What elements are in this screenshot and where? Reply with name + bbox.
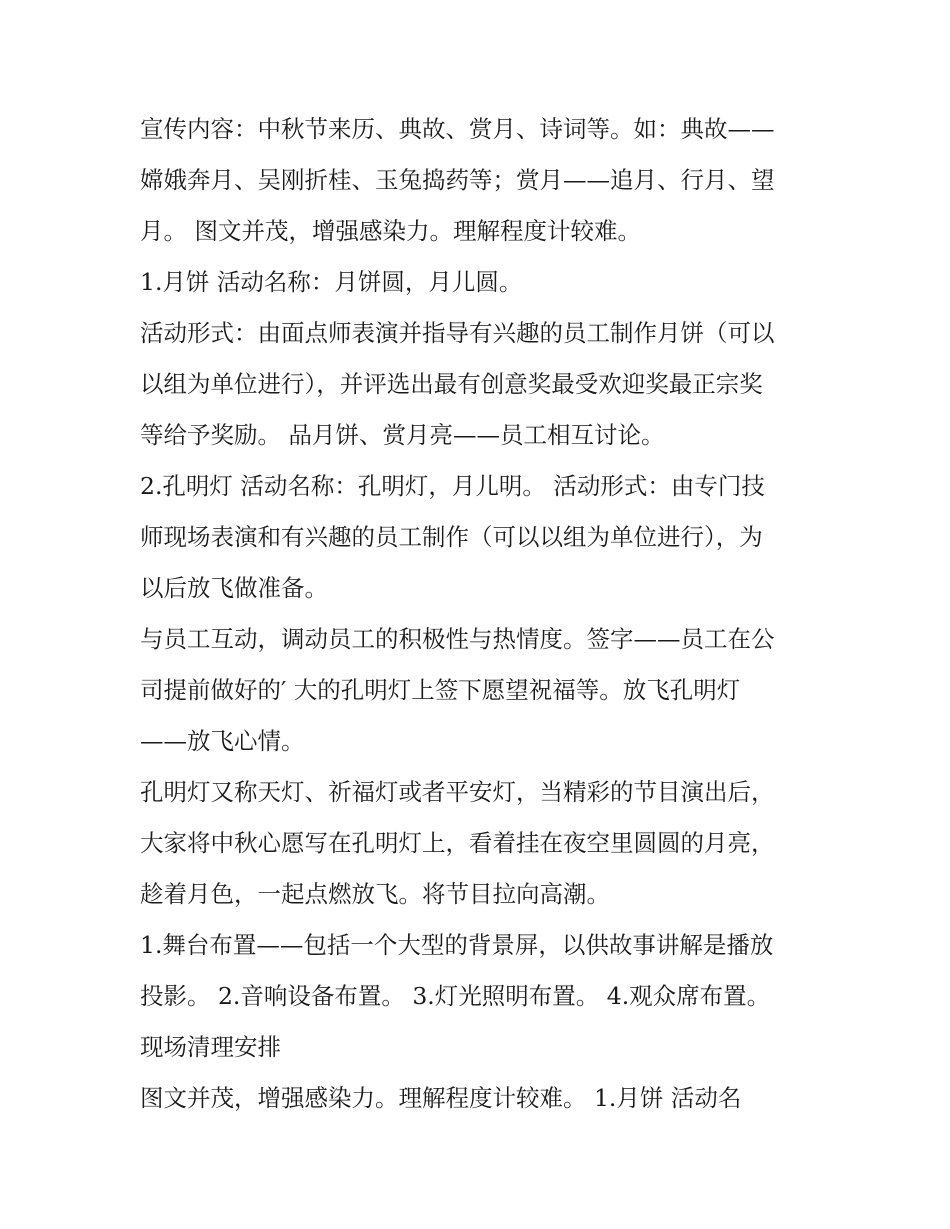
text-line: 趁着月色，一起点燃放飞。将节目拉向高潮。 [140,880,610,908]
text-line: 活动形式：由面点师表演并指导有兴趣的员工制作月饼（可以 [140,319,775,347]
text-line: 司提前做好的′ 大的孔明灯上签下愿望祝福等。放飞孔明灯 [140,676,741,704]
text-line: 与员工互动，调动员工的积极性与热情度。签字——员工在公 [140,625,775,653]
text-line: 1.舞台布置——包括一个大型的背景屏，以供故事讲解是播放 [140,931,774,959]
text-line: 月。 图文并茂，增强感染力。理解程度计较难。 [140,217,641,245]
paragraph-lantern-activity [140,461,820,614]
paragraph-promotion-content [140,104,820,257]
text-line: 2.孔明灯 活动名称：孔明灯，月儿明。 活动形式：由专门技 [140,472,765,500]
text-line: 现场清理安排 [140,1033,281,1061]
text-line: 等给予奖励。 品月饼、赏月亮——员工相互讨论。 [140,421,665,449]
text-line: 图文并茂，增强感染力。理解程度计较难。 1.月饼 活动名 [140,1084,742,1112]
paragraph-lantern-description [140,767,820,920]
text-line: 1.月饼 活动名称：月饼圆，月儿圆。 [140,268,523,296]
paragraph-cleanup-arrangement [140,1022,820,1073]
paragraph-mooncake-activity-name [140,257,820,308]
paragraph-stage-setup [140,920,820,1022]
document-body [140,104,820,1124]
text-line: 师现场表演和有兴趣的员工制作（可以以组为单位进行），为 [140,523,763,551]
paragraph-mooncake-activity-form [140,308,820,461]
paragraph-employee-interaction [140,614,820,767]
text-line: 以组为单位进行），并评选出最有创意奖最受欢迎奖最正宗奖 [140,370,763,398]
text-line: 嫦娥奔月、吴刚折桂、玉兔捣药等；赏月——追月、行月、望 [140,166,775,194]
text-line: 投影。 2.音响设备布置。 3.灯光照明布置。 4.观众席布置。 [140,982,771,1010]
text-line: 宣传内容：中秋节来历、典故、赏月、诗词等。如：典故—— [140,115,775,143]
text-line: 大家将中秋心愿写在孔明灯上，看着挂在夜空里圆圆的月亮， [140,829,775,857]
text-line: 孔明灯又称天灯、祈福灯或者平安灯，当精彩的节目演出后， [140,778,775,806]
text-line: ——放飞心情。 [140,727,305,755]
text-line: 以后放飞做准备。 [140,574,328,602]
paragraph-summary [140,1073,820,1124]
